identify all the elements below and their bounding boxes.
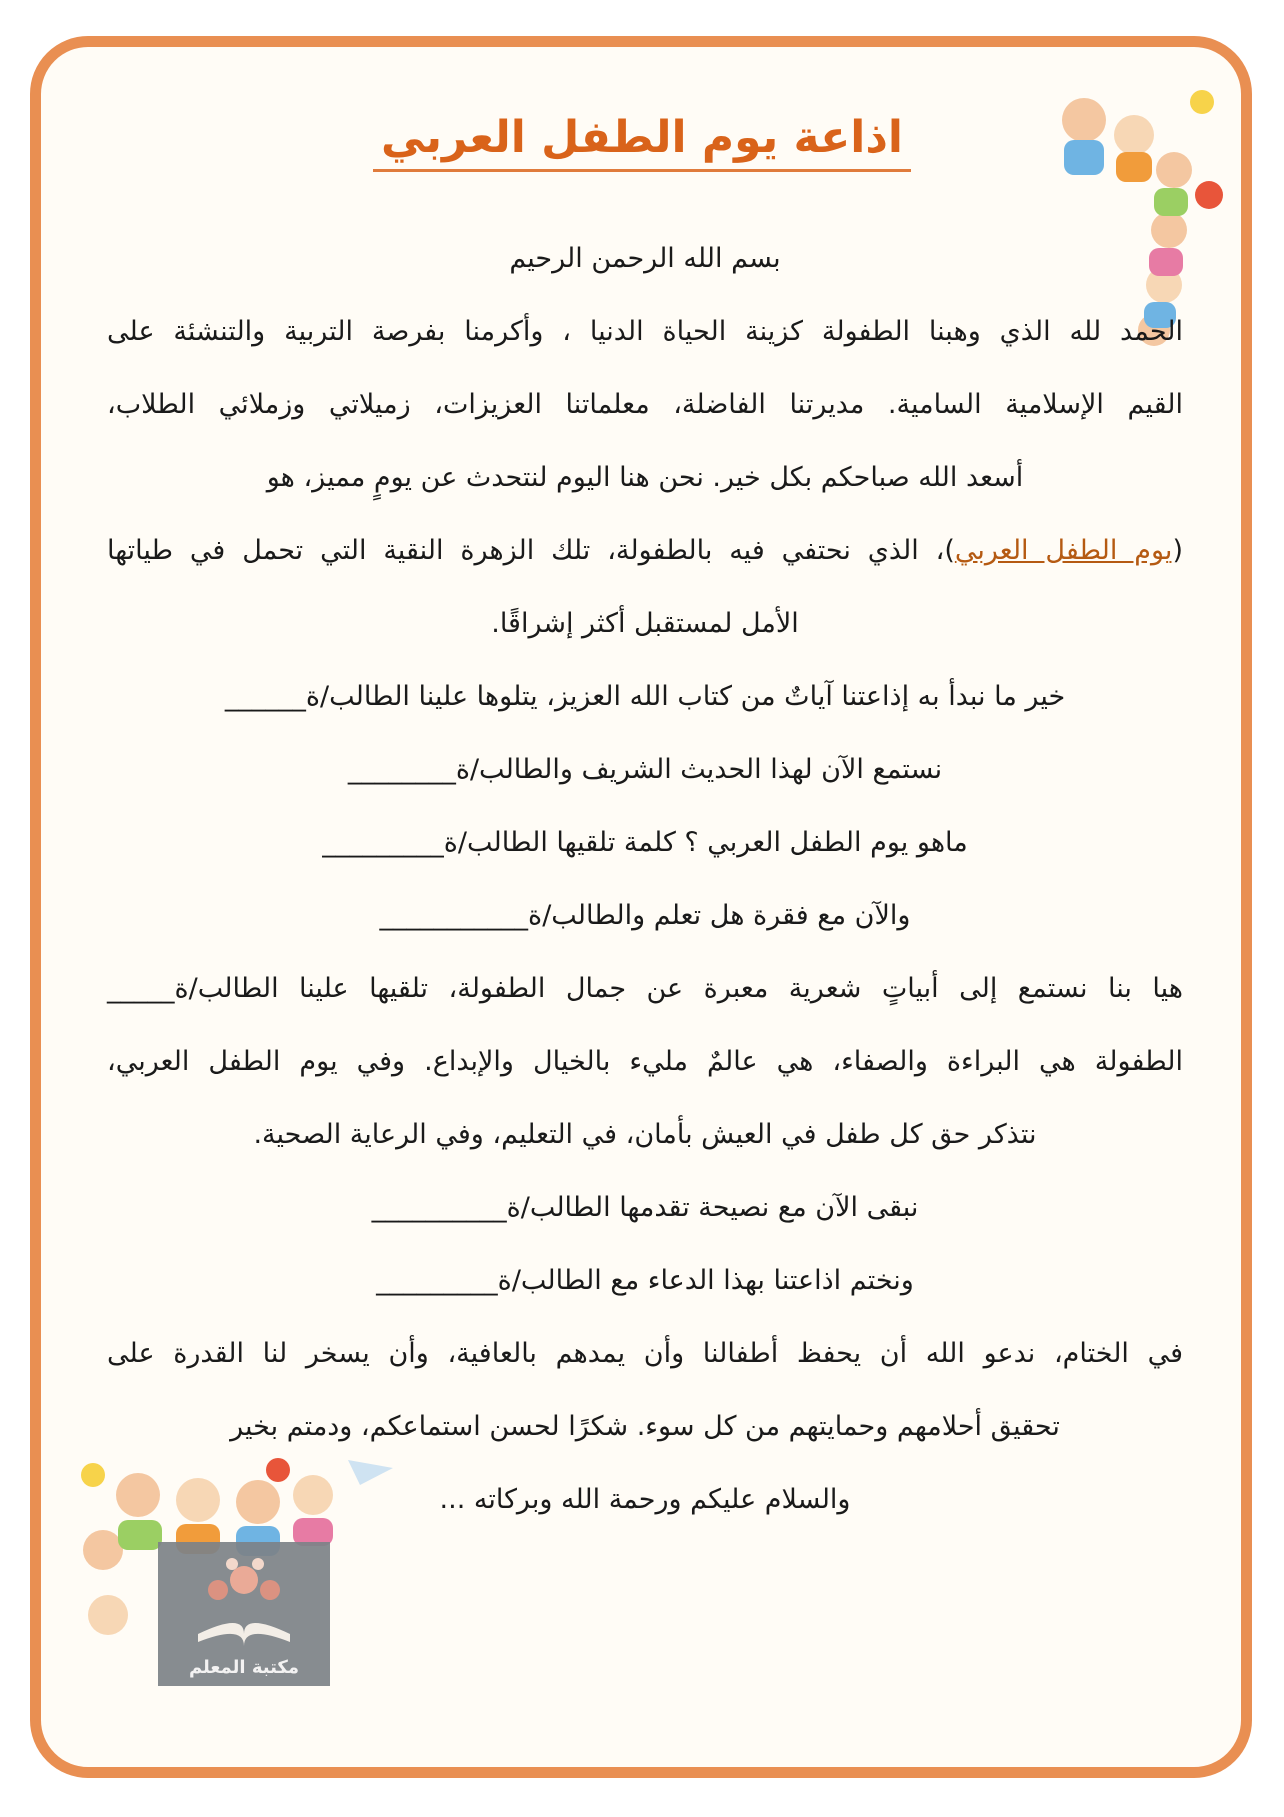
text-line: هيا بنا نستمع إلى أبياتٍ شعرية معبرة عن جمال الطفولة، تلقيها علينا الطالب/ة_____	[107, 973, 1183, 1004]
text-line: خير ما نبدأ به إذاعتنا آياتٌ من كتاب الله العزيز، يتلوها علينا الطالب/ة______	[224, 681, 1066, 712]
text-line: والسلام عليكم ورحمة الله وبركاته ...	[439, 1484, 851, 1515]
text-line: في الختام، ندعو الله أن يحفظ أطفالنا وأن يمدهم بالعافية، وأن يسخر لنا القدرة على	[107, 1338, 1183, 1369]
text-line: أسعد الله صباحكم بكل خير. نحن هنا اليوم لنتحدث عن يومٍ مميز، هو	[266, 462, 1024, 493]
text-line: نبقى الآن مع نصيحة تقدمها الطالب/ة__________	[371, 1192, 919, 1223]
text-line: والآن مع فقرة هل تعلم والطالب/ة___________	[379, 900, 911, 931]
text-line: نتذكر حق كل طفل في العيش بأمان، في التعليم، وفي الرعاية الصحية.	[253, 1119, 1037, 1150]
text-line: الحمد لله الذي وهبنا الطفولة كزينة الحياة الدنيا ، وأكرمنا بفرصة التربية والتنشئة على	[107, 316, 1183, 347]
highlighted-phrase: يوم الطفل العربي	[954, 535, 1173, 566]
text-line: نستمع الآن لهذا الحديث الشريف والطالب/ة________	[347, 754, 943, 785]
logo-text: مكتبة المعلم	[188, 1657, 300, 1678]
text-line: الطفولة هي البراءة والصفاء، هي عالمٌ مليء بالخيال والإبداع. وفي يوم الطفل العربي،	[107, 1046, 1183, 1077]
text-line: بسم الله الرحمن الرحيم	[509, 243, 781, 274]
text-line: ونختم اذاعتنا بهذا الدعاء مع الطالب/ة_________	[376, 1265, 914, 1296]
page-title: اذاعة يوم الطفل العربي	[0, 112, 1284, 163]
text-line: ماهو يوم الطفل العربي ؟ كلمة تلقيها الطالب/ة_________	[322, 827, 968, 858]
text-line: الأمل لمستقبل أكثر إشراقًا.	[491, 608, 799, 639]
text-line: القيم الإسلامية السامية. مديرتنا الفاضلة، معلماتنا العزيزات، زميلاتي وزملائي الطلاب،	[107, 389, 1183, 420]
book-flowers-icon	[158, 1542, 330, 1654]
broadcast-text	[95, 222, 1195, 1536]
paren-open: (	[1172, 535, 1183, 566]
line-rest: )، الذي نحتفي فيه بالطفولة، تلك الزهرة النقية التي تحمل في طياتها	[107, 535, 955, 566]
library-logo	[158, 1542, 330, 1686]
text-line: تحقيق أحلامهم وحمايتهم من كل سوء. شكرًا لحسن استماعكم، ودمتم بخير	[230, 1411, 1060, 1442]
text-line	[95, 514, 1195, 587]
